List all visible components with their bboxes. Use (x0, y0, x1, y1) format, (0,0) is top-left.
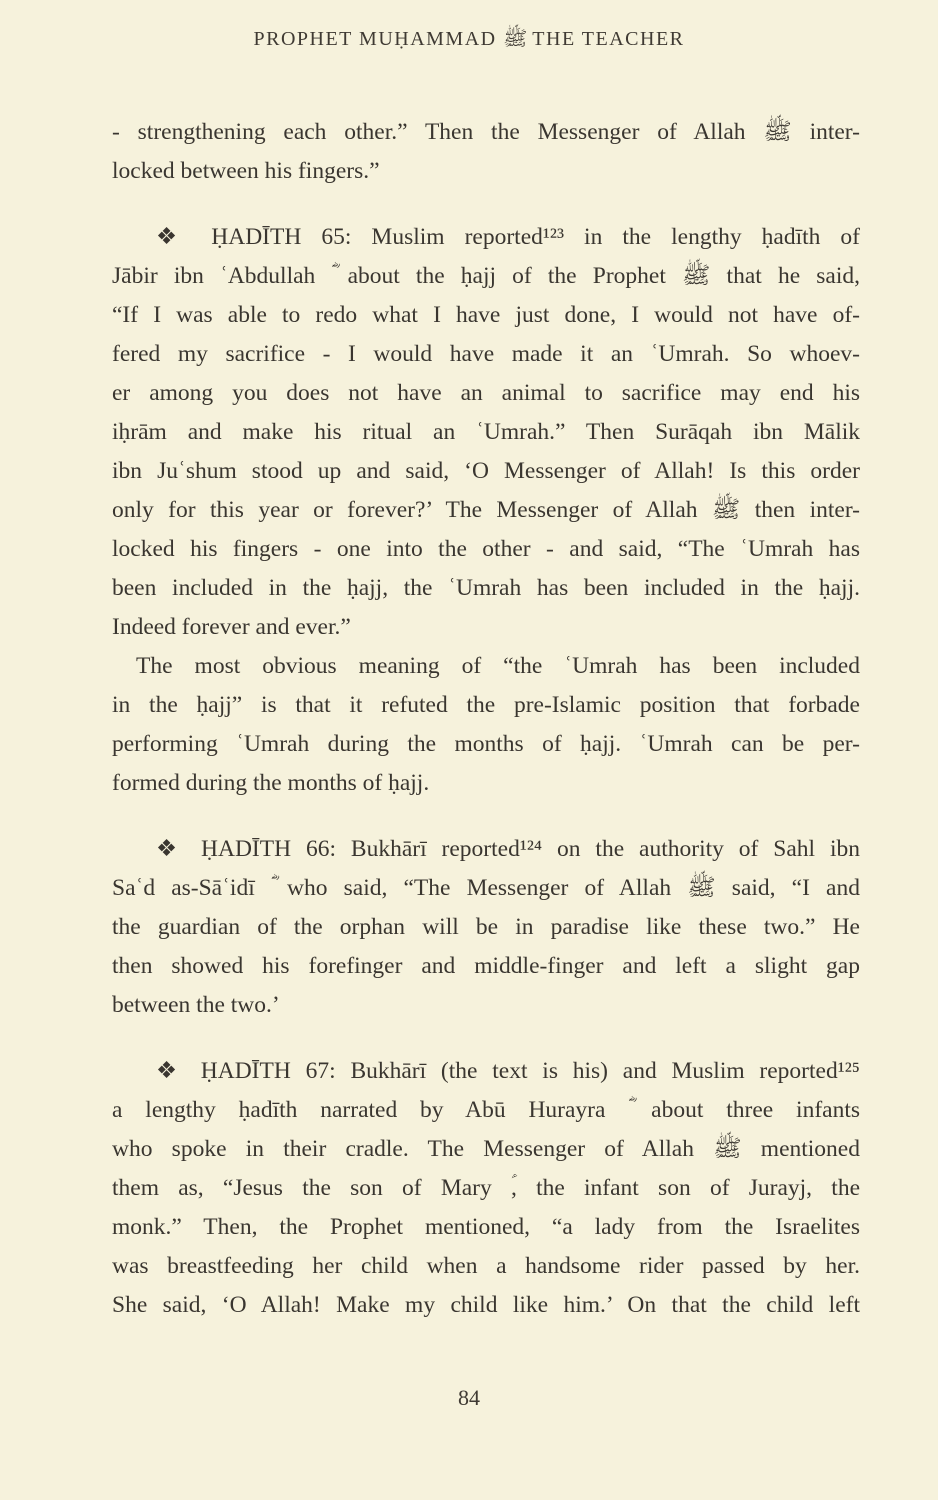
text-line: Saʿd as-Sāʿidī ؓ who said, “The Messenger of Allah ﷺ said, “I and (112, 875, 860, 901)
text-line: then showed his forefinger and middle-finger and left a slight gap (112, 953, 860, 979)
text-line: iḥrām and make his ritual an ʿUmrah.” Then Surāqah ibn Mālik (112, 419, 860, 445)
text-line: the guardian of the orphan will be in paradise like these two.” He (112, 914, 860, 940)
text-line: The most obvious meaning of “the ʿUmrah has been included (136, 653, 860, 679)
running-head: PROPHET MUḤAMMAD ﷺ THE TEACHER (253, 28, 685, 50)
text-line: locked his fingers - one into the other - and said, “The ʿUmrah has (112, 536, 860, 562)
page-number: 84 (458, 1385, 480, 1410)
text-line: - strengthening each other.” Then the Messenger of Allah ﷺ inter- (112, 119, 860, 145)
text-line: ❖ ḤADĪTH 65: Muslim reported¹²³ in the lengthy ḥadīth of (156, 224, 860, 250)
text-line: a lengthy ḥadīth narrated by Abū Hurayra ؓ about three infants (112, 1097, 860, 1123)
text-line: ❖ ḤADĪTH 66: Bukhārī reported¹²⁴ on the authority of Sahl ibn (156, 836, 860, 862)
text-line: Indeed forever and ever.” (112, 614, 351, 640)
text-line: only for this year or forever?’ The Messenger of Allah ﷺ then inter- (112, 497, 860, 523)
paragraph-commentary (112, 647, 860, 803)
text-line: Jābir ibn ʿAbdullah ؓ about the ḥajj of the Prophet ﷺ that he said, (112, 263, 860, 289)
body-text (112, 113, 860, 1325)
text-line: in the ḥajj” is that it refuted the pre-Islamic position that forbade (112, 692, 860, 718)
text-line: who spoke in their cradle. The Messenger of Allah ﷺ mentioned (112, 1136, 860, 1162)
paragraph-hadith-65 (112, 218, 860, 647)
text-line: ❖ ḤADĪTH 67: Bukhārī (the text is his) and Muslim reported¹²⁵ (156, 1058, 860, 1084)
text-line: monk.” Then, the Prophet mentioned, “a lady from the Israelites (112, 1214, 860, 1240)
text-line: locked between his fingers.” (112, 158, 380, 184)
paragraph-hadith-66 (112, 830, 860, 1025)
text-line: them as, “Jesus the son of Mary ؑ, the infant son of Jurayj, the (112, 1175, 860, 1201)
text-line: formed during the months of ḥajj. (112, 770, 430, 796)
text-line: between the two.’ (112, 992, 280, 1018)
text-line: er among you does not have an animal to sacrifice may end his (112, 380, 860, 406)
text-line: She said, ‘O Allah! Make my child like him.’ On that the child left (112, 1292, 860, 1318)
paragraph-1 (112, 113, 860, 191)
paragraph-hadith-67 (112, 1052, 860, 1325)
text-line: fered my sacrifice - I would have made it an ʿUmrah. So whoev- (112, 341, 860, 367)
text-line: been included in the ḥajj, the ʿUmrah has been included in the ḥajj. (112, 575, 860, 601)
text-line: performing ʿUmrah during the months of ḥajj. ʿUmrah can be per- (112, 731, 860, 757)
text-line: “If I was able to redo what I have just done, I would not have of- (112, 302, 860, 328)
text-line: was breastfeeding her child when a handsome rider passed by her. (112, 1253, 860, 1279)
text-line: ibn Juʿshum stood up and said, ‘O Messenger of Allah! Is this order (112, 458, 860, 484)
